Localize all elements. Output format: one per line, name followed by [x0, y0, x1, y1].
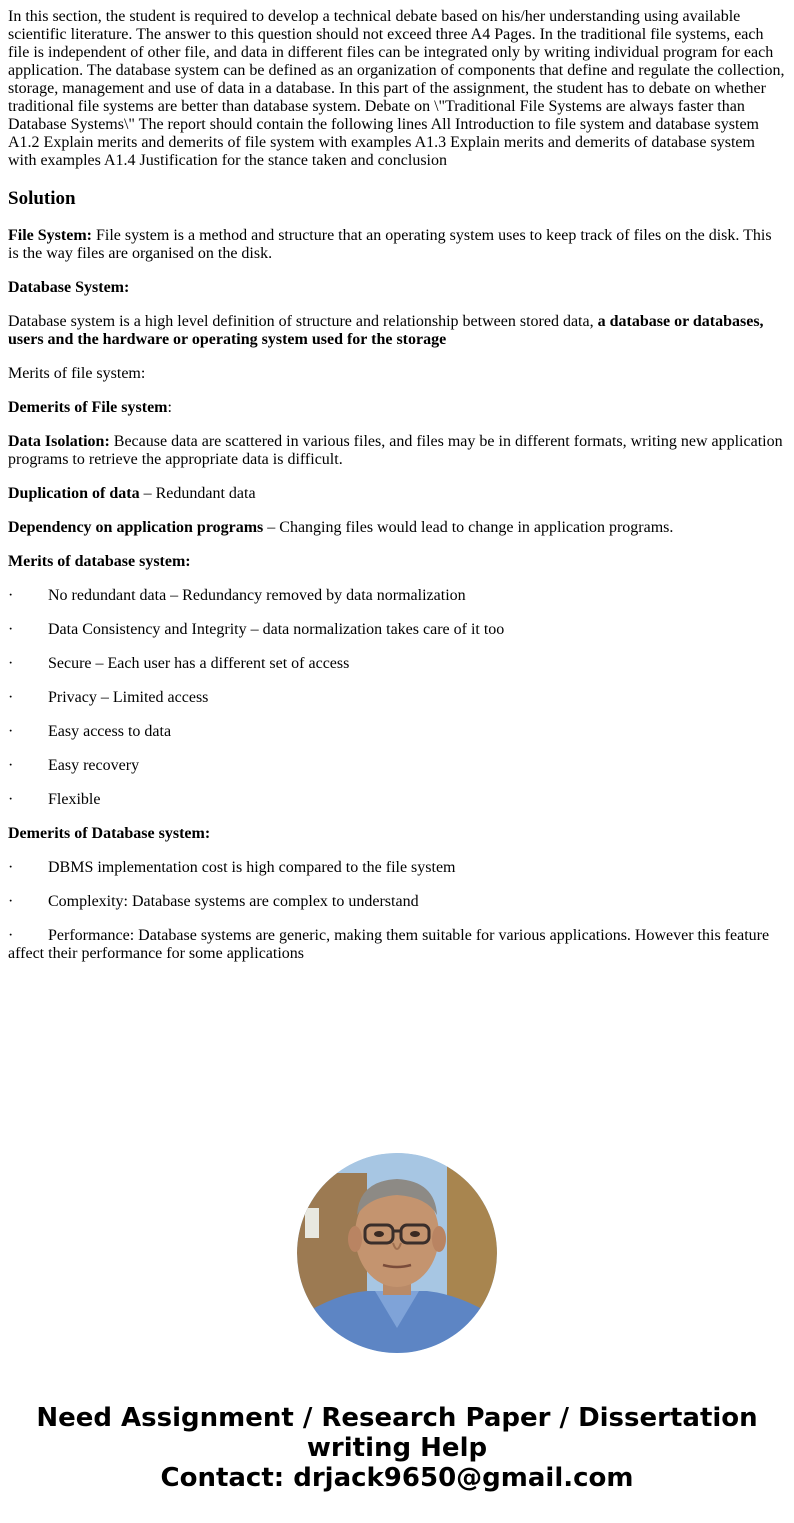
list-item: · Easy recovery: [8, 757, 140, 774]
dependency-paragraph: Dependency on application programs – Changing files would lead to change in application programs.: [8, 519, 674, 536]
cta-headline: Need Assignment / Research Paper / Dissertation writing Help: [36, 1403, 758, 1463]
cta-contact-email[interactable]: Contact: drjack9650@gmail.com: [160, 1463, 634, 1493]
database-system-paragraph: Database system is a high level definition of structure and relationship between stored data, a database or databases, users and the hardware or operating system used for the storage: [8, 313, 764, 348]
bullet-icon: ·: [8, 689, 14, 706]
list-item: · Performance: Database systems are generic, making them suitable for various applications. However this feature affect their performance for some applications: [8, 927, 770, 962]
person-photo-icon: [297, 1153, 497, 1353]
bullet-icon: ·: [8, 587, 14, 604]
bullet-icon: ·: [8, 723, 14, 740]
bullet-icon: ·: [8, 655, 14, 672]
list-item: · No redundant data – Redundancy removed by data normalization: [8, 587, 466, 604]
bullet-icon: ·: [8, 893, 14, 910]
database-system-heading: Database System:: [8, 279, 130, 296]
demerits-file-heading: Demerits of File system:: [8, 399, 172, 416]
list-item: · Easy access to data: [8, 723, 172, 740]
file-system-paragraph: [8, 227, 786, 263]
bullet-icon: ·: [8, 927, 14, 944]
list-item: · DBMS implementation cost is high compared to the file system: [8, 859, 456, 876]
solution-heading: Solution: [8, 188, 76, 209]
merits-file-label: Merits of file system:: [8, 365, 146, 382]
list-item: · Secure – Each user has a different set of access: [8, 655, 350, 672]
duplication-paragraph: Duplication of data – Redundant data: [8, 485, 256, 502]
merits-db-heading: Merits of database system:: [8, 553, 191, 570]
bullet-icon: ·: [8, 621, 14, 638]
list-item: · Data Consistency and Integrity – data normalization takes care of it too: [8, 621, 505, 638]
footer: [0, 1153, 794, 1493]
question-text: In this section, the student is required to develop a technical debate based on his/her understanding using available scientific literature. The answer to this question should not exceed three A4 Pages. In the traditional file systems, each file is independent of other file, and data in different files can be integrated only by writing individual program for each application. The database system can be defined as an organization of components that define and regulate the collection, storage, management and use of data in a database. In this part of the assignment, the student has to debate on whether traditional file systems are better than database system. Debate on \"Traditional File Systems are always faster than Database Systems\" The report should contain the following lines All Introduction to file system and database system A1.2 Explain merits and demerits of file system with examples A1.3 Explain merits and demerits of database system with examples A1.4 Justification for the stance taken and conclusion: [8, 8, 785, 169]
bullet-icon: ·: [8, 757, 14, 774]
file-system-text: File system is a method and structure that an operating system uses to keep track of files on the disk. This is the way files are organised on the disk.: [8, 227, 772, 262]
demerits-db-heading: Demerits of Database system:: [8, 825, 211, 842]
list-item: · Privacy – Limited access: [8, 689, 209, 706]
list-item: · Complexity: Database systems are complex to understand: [8, 893, 419, 910]
avatar: [297, 1153, 497, 1353]
file-system-label: File System:: [8, 227, 92, 244]
contact-banner: [0, 1403, 794, 1493]
bullet-icon: ·: [8, 859, 14, 876]
data-isolation-paragraph: Data Isolation: Because data are scattered in various files, and files may be in different formats, writing new application programs to retrieve the appropriate data is difficult.: [8, 433, 783, 468]
list-item: · Flexible: [8, 791, 101, 808]
bullet-icon: ·: [8, 791, 14, 808]
